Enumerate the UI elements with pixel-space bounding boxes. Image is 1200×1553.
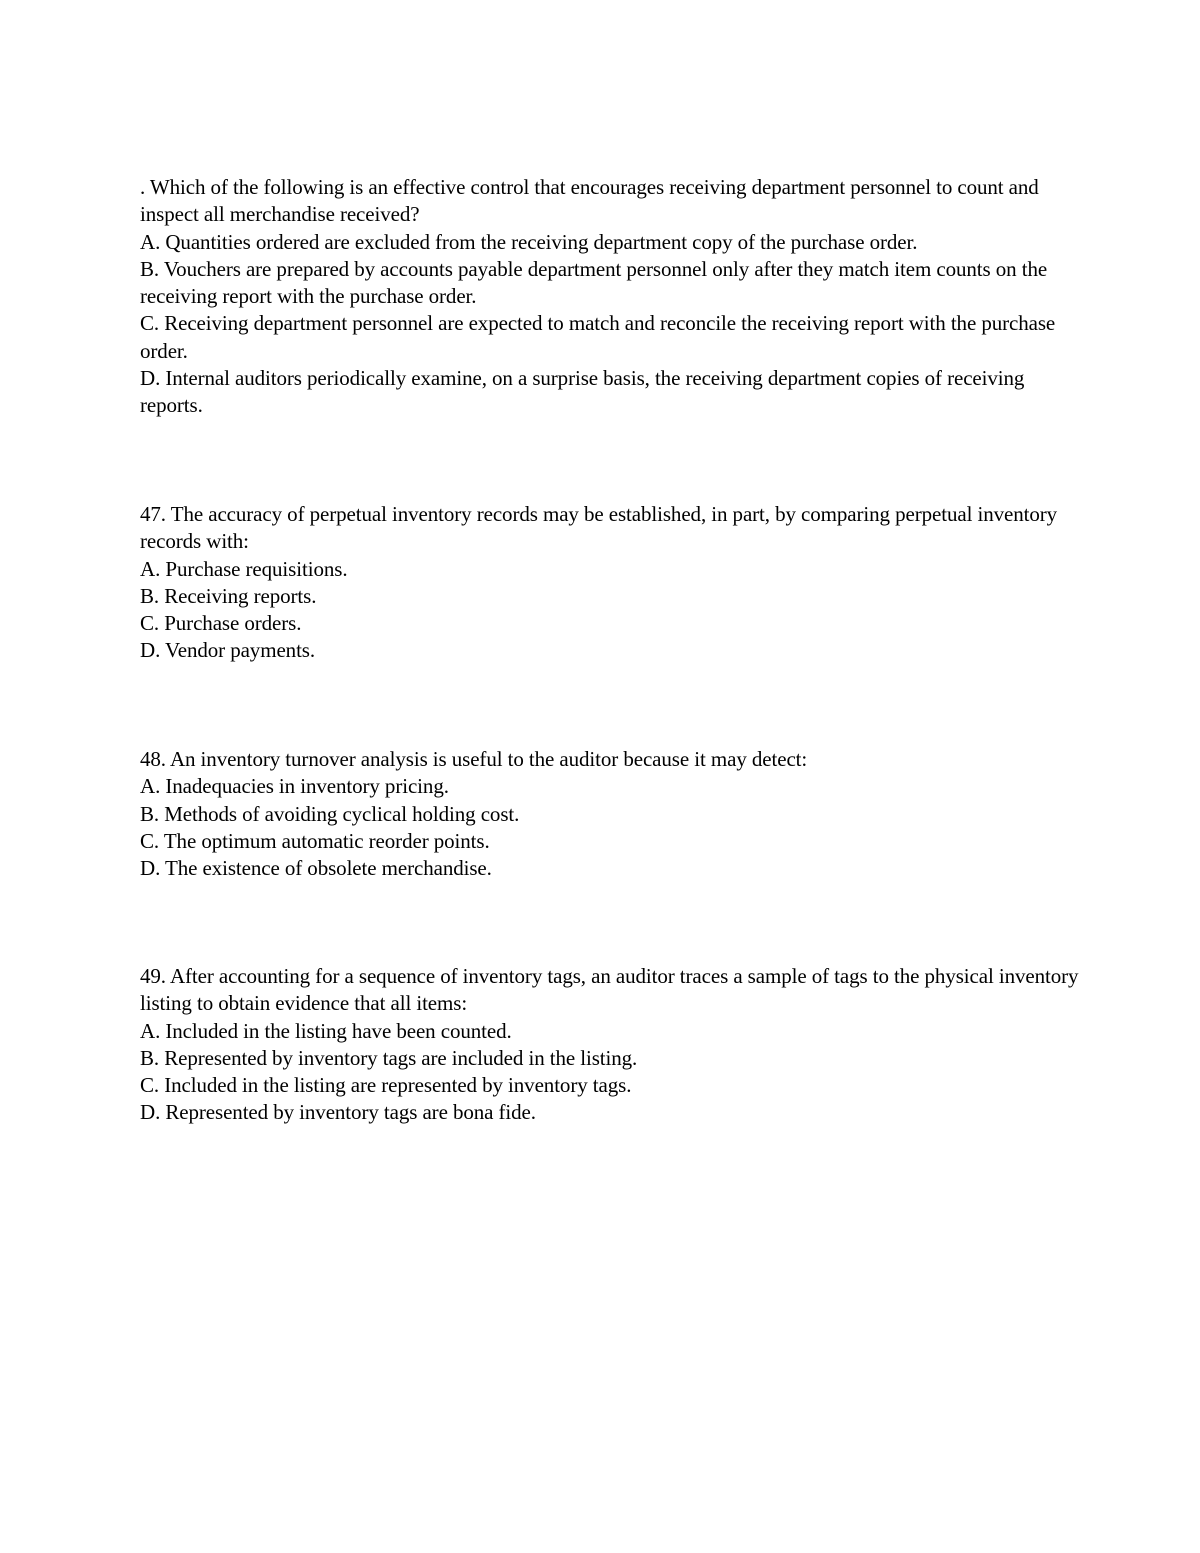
question-stem: . Which of the following is an effective control that encourages receiving department personnel to count and inspect all merchandise received?: [140, 175, 1039, 227]
answer-option-c: C. The optimum automatic reorder points.: [140, 828, 490, 853]
answer-option-b: B. Methods of avoiding cyclical holding cost.: [140, 801, 520, 826]
answer-option-c: C. Receiving department personnel are expected to match and reconcile the receiving report with the purchase order.: [140, 311, 1056, 363]
answer-option-d: D. Internal auditors periodically examine, on a surprise basis, the receiving department copies of receiving reports.: [140, 366, 1025, 418]
answer-option-d: D. The existence of obsolete merchandise.: [140, 856, 492, 881]
answer-option-b: B. Represented by inventory tags are included in the listing.: [140, 1045, 638, 1070]
question-block: [140, 501, 1080, 665]
answer-option-d: D. Vendor payments.: [140, 638, 316, 663]
question-block: [140, 174, 1080, 420]
answer-option-c: C. Included in the listing are represented by inventory tags.: [140, 1073, 632, 1098]
answer-option-b: B. Vouchers are prepared by accounts payable department personnel only after they match item counts on the receiving report with the purchase order.: [140, 256, 1048, 309]
question-block: [140, 963, 1080, 1127]
question-stem: 48. An inventory turnover analysis is useful to the auditor because it may detect:: [140, 747, 808, 771]
question-stem: 49. After accounting for a sequence of inventory tags, an auditor traces a sample of tags to the physical inventory listing to obtain evidence that all items:: [140, 964, 1079, 1016]
question-stem: 47. The accuracy of perpetual inventory records may be established, in part, by comparing perpetual inventory records with:: [140, 502, 1058, 554]
answer-option-a: A. Inadequacies in inventory pricing.: [140, 774, 449, 799]
question-block: [140, 746, 1080, 882]
answer-option-b: B. Receiving reports.: [140, 583, 317, 608]
answer-option-c: C. Purchase orders.: [140, 611, 302, 636]
answer-option-a: A. Purchase requisitions.: [140, 556, 348, 581]
answer-option-d: D. Represented by inventory tags are bona fide.: [140, 1100, 536, 1125]
answer-option-a: A. Included in the listing have been counted.: [140, 1018, 512, 1043]
answer-option-a: A. Quantities ordered are excluded from the receiving department copy of the purchase order.: [140, 229, 918, 254]
